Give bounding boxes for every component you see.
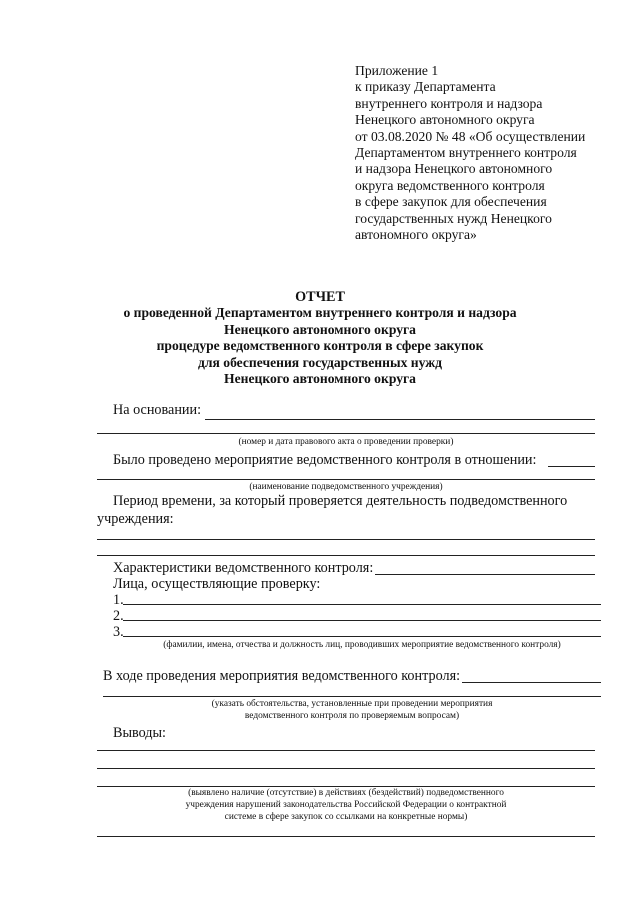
course-caption-line-1: (указать обстоятельства, установленные при проведении мероприятия xyxy=(211,699,493,709)
report-heading: ОТЧЕТ xyxy=(295,289,345,305)
person-field-line-1[interactable] xyxy=(123,604,601,605)
course-field-line-2[interactable] xyxy=(103,696,601,697)
conclusions-field-line-3[interactable] xyxy=(97,786,595,787)
report-title-line: Ненецкого автономного округа xyxy=(224,321,416,337)
appendix-line: Ненецкого автономного округа xyxy=(355,112,535,128)
period-field-line[interactable] xyxy=(97,539,595,540)
report-title-line: Ненецкого автономного округа xyxy=(224,371,416,387)
appendix-line: Приложение 1 xyxy=(355,63,439,78)
course-label: В ходе проведения мероприятия ведомственного контроля: xyxy=(103,668,461,684)
basis-label: На основании: xyxy=(113,402,202,418)
basis-field-line[interactable] xyxy=(205,419,595,420)
event-field-line[interactable] xyxy=(548,466,595,467)
persons-caption: (фамилии, имена, отчества и должность лиц, проводивших мероприятие ведомственного контроля) xyxy=(163,640,561,650)
characteristics-label: Характеристики ведомственного контроля: xyxy=(113,560,374,576)
person-field-line-3[interactable] xyxy=(123,636,601,637)
institution-caption: (наименование подведомственного учреждения) xyxy=(249,482,443,492)
appendix-line: внутреннего контроля и надзора xyxy=(355,95,543,111)
conclusions-label: Выводы: xyxy=(113,725,166,741)
person-field-line-2[interactable] xyxy=(123,620,601,621)
conclusions-caption-line-2: учреждения нарушений законодательства Российской Федерации о контрактной xyxy=(185,800,507,810)
event-label: Было проведено мероприятие ведомственного контроля в отношении: xyxy=(113,452,537,468)
appendix-block xyxy=(355,63,585,243)
appendix-line: Департаментом внутреннего контроля xyxy=(355,145,577,161)
basis-caption: (номер и дата правового акта о проведении проверки) xyxy=(238,437,454,447)
course-field-line[interactable] xyxy=(462,682,601,683)
basis-field-line-2[interactable] xyxy=(97,433,595,434)
conclusions-caption-line-1: (выявлено наличие (отсутствие) в действиях (бездействий) подведомственного xyxy=(188,788,504,798)
appendix-line: к приказу Департамента xyxy=(355,79,496,95)
person-number: 3. xyxy=(113,624,124,640)
persons-label: Лица, осуществляющие проверку: xyxy=(113,576,321,592)
period-label-line-1: Период времени, за который проверяется деятельность подведомственного xyxy=(113,493,568,509)
conclusions-field-line-2[interactable] xyxy=(97,768,595,769)
person-number: 2. xyxy=(113,608,124,624)
report-title-line: для обеспечения государственных нужд xyxy=(198,354,442,370)
period-label-line-2: учреждения: xyxy=(97,511,174,527)
appendix-line: государственных нужд Ненецкого xyxy=(355,210,552,226)
institution-field-line[interactable] xyxy=(97,479,595,480)
appendix-line: и надзора Ненецкого автономного xyxy=(355,161,553,177)
report-title-line: о проведенной Департаментом внутреннего контроля и надзора xyxy=(123,305,517,321)
conclusions-caption-line-3: системе в сфере закупок со ссылками на конкретные нормы) xyxy=(224,812,468,822)
conclusions-field-line-4[interactable] xyxy=(97,836,595,837)
appendix-line: от 03.08.2020 № 48 «Об осуществлении xyxy=(355,128,586,144)
conclusions-field-line-1[interactable] xyxy=(97,750,595,751)
course-caption-line-2: ведомственного контроля по проверяемым вопросам) xyxy=(244,711,460,721)
report-title-block xyxy=(0,289,640,387)
appendix-line: в сфере закупок для обеспечения xyxy=(355,194,547,210)
appendix-line: автономного округа» xyxy=(355,227,477,243)
period-field-line-2[interactable] xyxy=(97,555,595,556)
report-title-line: процедуре ведомственного контроля в сфере закупок xyxy=(156,338,484,354)
person-number: 1. xyxy=(113,592,124,608)
characteristics-field-line[interactable] xyxy=(375,574,595,575)
appendix-line: округа ведомственного контроля xyxy=(355,177,545,193)
